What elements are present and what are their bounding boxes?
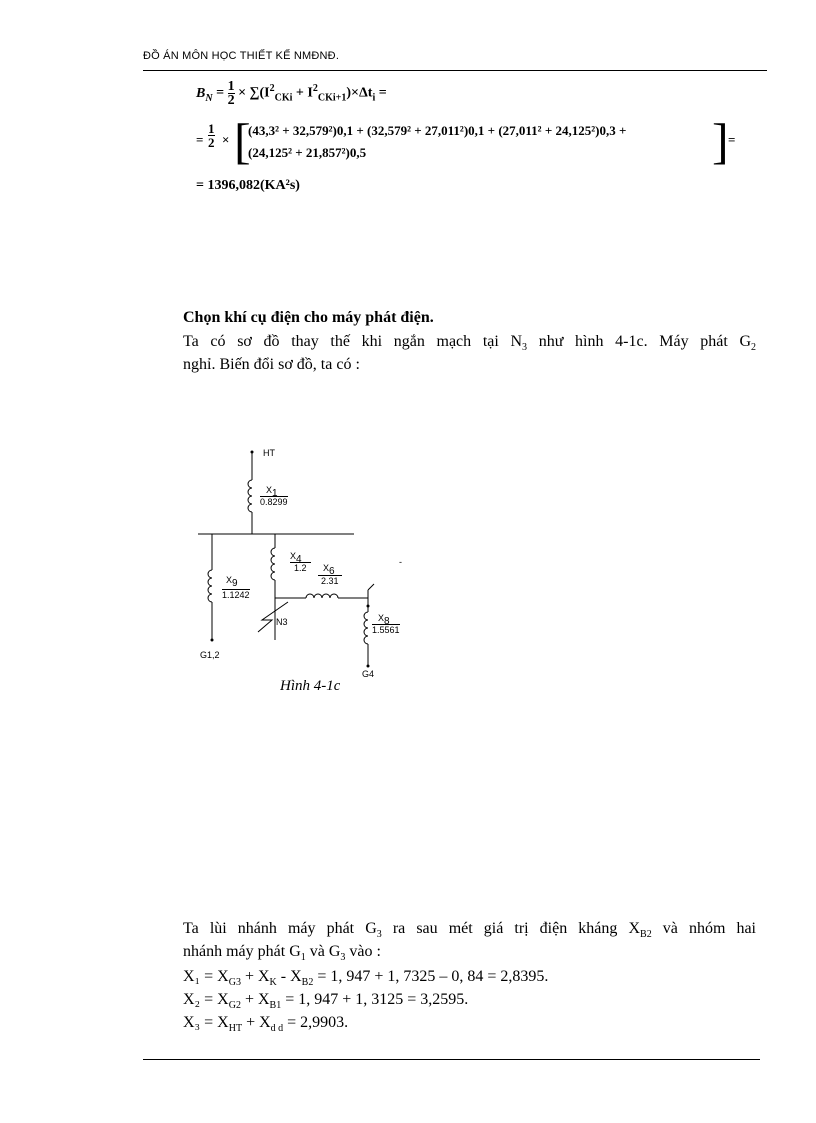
g12-label: G1,2 (200, 650, 220, 660)
header-rule (143, 70, 767, 71)
x1-label: $X_1$ (266, 485, 278, 499)
g12-terminal (211, 639, 214, 642)
footer-rule (143, 1059, 760, 1060)
bn-equation-line3: = 1396,082(KA²s) (196, 178, 300, 193)
section-title: Chọn khí cụ điện cho máy phát điện. (183, 309, 434, 326)
right-node (367, 605, 370, 608)
equation-x2: $X_2 = X_{G2} + X_{B1} = 1$, 947 + 1, 3125 = 3,2595. (183, 991, 469, 1012)
x1-value: 0.8299 (260, 497, 288, 507)
figure-caption: Hình 4-1c (280, 678, 341, 692)
section-paragraph-line2: nghỉ. Biến đổi sơ đồ, ta có : (183, 356, 360, 373)
bn-equation-line1: $B_N$ = $\frac{1}{2}$ × $\sum(I^2_{CKi} + I^2_{CKi+1})\times\Delta t_i$ = (196, 79, 387, 108)
page-header: ĐỒ ÁN MÔN HỌC THIẾT KẾ NMĐNĐ. (143, 50, 340, 62)
x8-value: 1.5561 (372, 625, 400, 635)
x4-value: 1.2 (290, 562, 311, 573)
x9-coil (208, 570, 212, 602)
x9-value: 1.1242 (222, 590, 250, 600)
x6-value: 2.31 (318, 575, 342, 586)
bn-equation-line2: = $\frac{1}{2}$ × [ (43,3² + 32,579²)0,1 + (32,579² + 27,011²)0,1 + (27,011² + 24,125²)0,3 + (24,125² + 21,857²)0,5 ] = (196, 113, 736, 169)
ht-terminal (251, 451, 254, 454)
x9-label: $X_9$ (226, 575, 238, 589)
equation-x3: $X_3 = X_{HT} + X_{d d} = 2,9903$. (183, 1014, 349, 1035)
fraction-half: $\frac{1}{2}$ (227, 79, 235, 108)
dash-mark: - (399, 557, 402, 567)
g4-label: G4 (362, 669, 375, 679)
bottom-paragraph-line2: nhánh máy phát $G_1$ và $G_3$ vào : (183, 943, 381, 964)
right-branch-tick (368, 584, 374, 590)
x8-coil (364, 612, 368, 644)
section-paragraph-line1: Ta có sơ đồ thay thế khi ngắn mạch tại $N_3$ như hình 4-1c. Máy phát $G_2$ (183, 333, 756, 354)
x6-coil (306, 594, 338, 598)
x4-coil (271, 548, 275, 580)
fraction-half-2: $\frac{1}{2}$ (208, 121, 215, 150)
ht-label: HT (263, 448, 275, 458)
x4-label: $X_4$ (290, 551, 302, 565)
x8-label: $X_8$ (378, 613, 390, 627)
x6-label: $X_6$ (323, 563, 335, 577)
bottom-paragraph-line1: Ta lùi nhánh máy phát $G_3$ ra sau mét giá trị điện kháng $X_{B2}$ và nhóm hai (183, 920, 757, 941)
n3-label: N3 (276, 617, 288, 627)
g4-terminal (367, 665, 370, 668)
equation-x1: $X_1 = X_{G3} + X_K - X_{B2} = 1$, 947 + 1, 7325 – 0, 84 = 2,8395. (183, 968, 549, 989)
x1-coil (248, 480, 252, 512)
